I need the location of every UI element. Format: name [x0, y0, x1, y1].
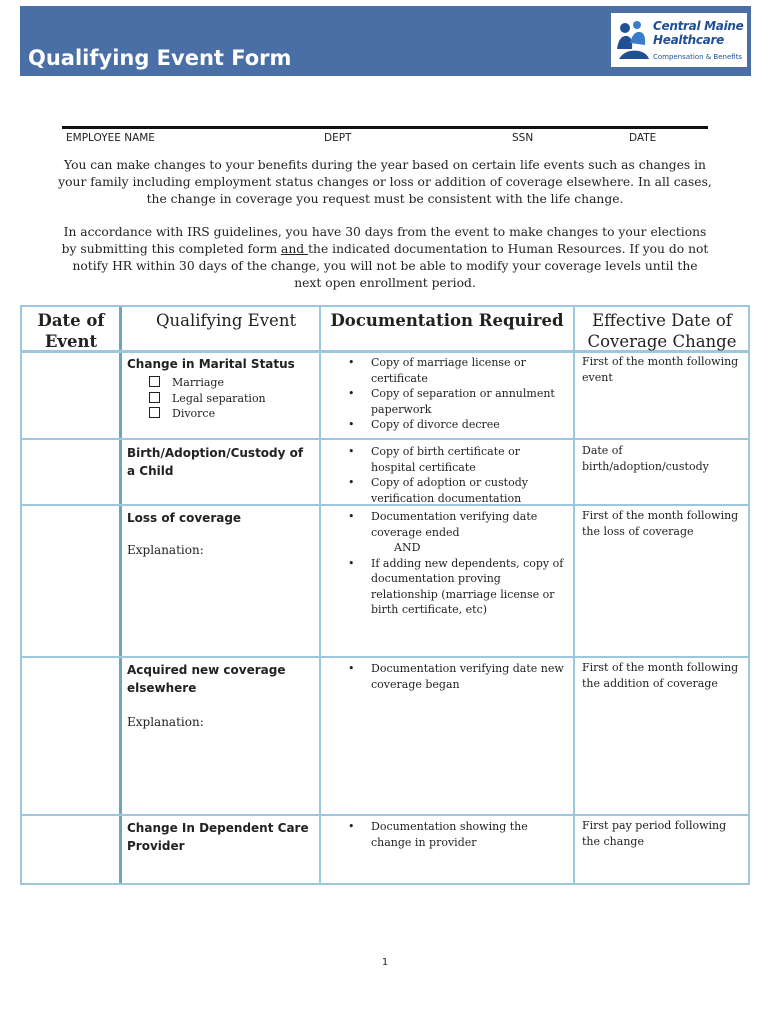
- explanation-label: Explanation:: [127, 543, 204, 557]
- logo-line1: Central Maine: [653, 19, 744, 33]
- checkbox-icon[interactable]: [149, 407, 160, 418]
- doc-and-connector: AND: [394, 541, 421, 554]
- doc-item: • If adding new dependents, copy of documentation proving relationship (marriage license or birth certificate, etc): [346, 556, 568, 618]
- page-number: 1: [381, 957, 389, 968]
- grid-v1: [119, 305, 122, 885]
- doc-item: • Copy of marriage license or certificate: [346, 355, 566, 386]
- grid-h2: [20, 438, 750, 440]
- table-row-acquired: [127, 661, 315, 729]
- grid-h5: [20, 814, 750, 816]
- doc-item: • Documentation verifying date new coverage began: [346, 661, 568, 692]
- intro-p2-b: the indicated documentation to Human Resources. If you do not notify HR within 30 days of the change, you will not be able to modify your coverage levels until the next open enrollment period.: [72, 242, 709, 290]
- date-of-event-field[interactable]: [22, 440, 119, 504]
- docs-dependent-care: [346, 819, 568, 850]
- header-banner: [20, 6, 751, 76]
- date-of-event-field[interactable]: [22, 353, 119, 438]
- intro-p2-underlined: and: [281, 242, 309, 256]
- employee-name-label: EMPLOYEE NAME: [66, 132, 155, 144]
- explanation-label: Explanation:: [127, 715, 204, 729]
- grid-v4: [748, 305, 750, 885]
- doc-item: • Copy of separation or annulment paperwork: [346, 386, 566, 417]
- checkbox-icon[interactable]: [149, 392, 160, 403]
- logo-line3: Compensation & Benefits: [653, 53, 743, 61]
- doc-item: • Documentation verifying date coverage ended: [346, 509, 568, 540]
- event-label: Change In Dependent Care Provider: [127, 821, 309, 853]
- date-of-event-field[interactable]: [22, 658, 119, 814]
- company-logo: [611, 13, 747, 67]
- form-title: Qualifying Event Form: [28, 46, 292, 70]
- ssn-label: SSN: [512, 132, 534, 144]
- checkbox-marriage[interactable]: [149, 375, 315, 391]
- docs-loss: [346, 509, 568, 618]
- checkbox-legal-separation[interactable]: [149, 391, 315, 407]
- intro-paragraph-2: [58, 224, 712, 292]
- effective-date-text: First of the month following the addition of coverage: [582, 661, 739, 690]
- effective-date-text: First of the month following event: [582, 355, 739, 384]
- date-of-event-field[interactable]: [22, 816, 119, 883]
- event-label: Birth/Adoption/Custody of a Child: [127, 446, 304, 478]
- date-of-event-field[interactable]: [22, 506, 119, 656]
- effective-date-text: First pay period following the change: [582, 819, 727, 848]
- table-row-loss: [127, 509, 315, 557]
- grid-v2: [319, 305, 321, 885]
- checkbox-divorce[interactable]: [149, 406, 315, 422]
- marital-options: [127, 375, 315, 422]
- doc-item: • Copy of birth certificate or hospital certificate: [346, 444, 566, 475]
- option-label: Legal separation: [172, 391, 266, 405]
- option-label: Marriage: [172, 376, 224, 389]
- grid-h4: [20, 656, 750, 658]
- event-label: Loss of coverage: [127, 511, 242, 525]
- table-row-marital: [127, 355, 315, 422]
- event-label: Change in Marital Status: [127, 357, 295, 371]
- grid-h0: [20, 305, 750, 307]
- effective-date-text: Date of birth/adoption/custody: [582, 444, 709, 473]
- grid-h6: [20, 883, 750, 885]
- option-label: Divorce: [172, 407, 216, 420]
- intro-p2-a: In accordance with IRS guidelines, you have 30 days from the event to make changes to your elections by submitting this completed form: [61, 225, 707, 256]
- docs-acquired: [346, 661, 568, 692]
- header-qualifying-event: Qualifying Event: [156, 311, 297, 330]
- header-date-of-event: Date of Event: [37, 311, 105, 351]
- event-label: Acquired new coverage elsewhere: [127, 663, 286, 695]
- grid-v3: [573, 305, 575, 885]
- docs-birth: [346, 444, 566, 506]
- intro-paragraph-1: You can make changes to your benefits during the year based on certain life events such as changes in your family including employment status changes or loss or addition of coverage elsewhere. In all cases, the change in coverage you request must be consistent with the life change.: [58, 158, 712, 206]
- doc-item: • Copy of divorce decree: [346, 417, 566, 433]
- doc-item: • Documentation showing the change in provider: [346, 819, 568, 850]
- employee-info-rule: [62, 126, 708, 129]
- dept-label: DEPT: [324, 132, 352, 144]
- header-documentation-required: Documentation Required: [330, 311, 564, 330]
- header-effective-date: Effective Date of Coverage Change: [587, 311, 737, 351]
- docs-marital: [346, 355, 566, 433]
- logo-line2: Healthcare: [653, 33, 724, 47]
- date-label: DATE: [629, 132, 657, 144]
- effective-date-text: First of the month following the loss of coverage: [582, 509, 739, 538]
- doc-item: • Copy of adoption or custody verification documentation: [346, 475, 566, 506]
- checkbox-icon[interactable]: [149, 376, 160, 387]
- people-group-icon: [615, 19, 651, 61]
